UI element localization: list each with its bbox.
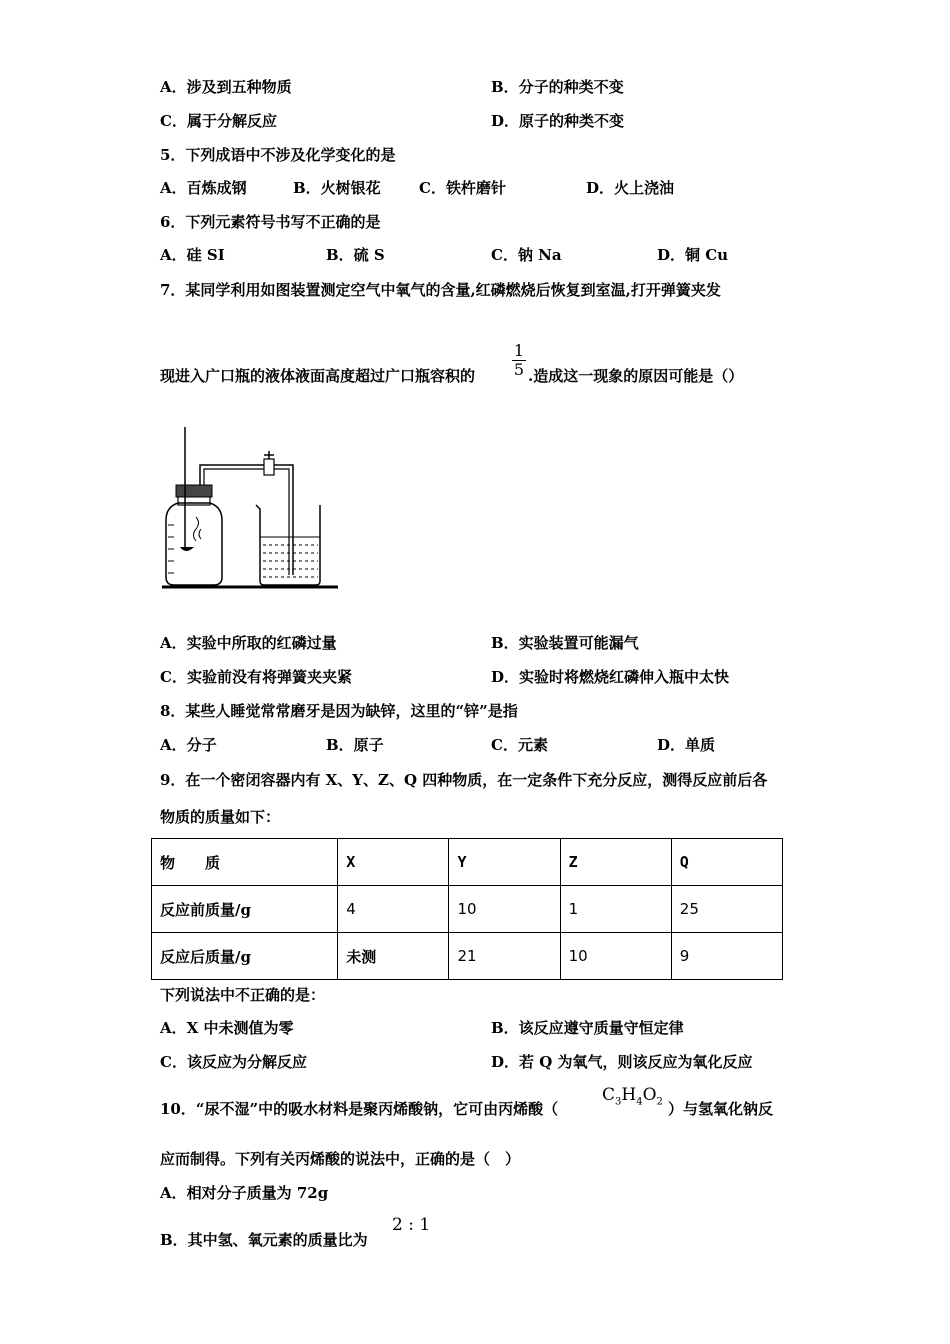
q7-stem-line1: 7．某同学利用如图装置测定空气中氧气的含量,红磷燃烧后恢复到室温,打开弹簧夹发 — [160, 281, 721, 299]
q6-option-d: D．铜 Cu — [657, 246, 729, 264]
q10-option-a: A．相对分子质量为 72g — [160, 1184, 329, 1202]
q7-option-a: A．实验中所取的红磷过量 — [160, 634, 337, 652]
table-header-cell: Y — [449, 839, 560, 886]
q9-after-table: 下列说法中不正确的是： — [160, 986, 326, 1004]
q5-option-a: A．百炼成钢 — [160, 179, 247, 197]
q9-option-d: D．若 Q 为氧气，则该反应为氧化反应 — [491, 1053, 753, 1071]
q9-stem-line1: 9．在一个密闭容器内有 X、Y、Z、Q 四种物质，在一定条件下充分反应，测得反应前后各 — [160, 771, 768, 789]
table-row — [152, 839, 783, 886]
table-row — [152, 886, 783, 933]
q9-option-c: C．该反应为分解反应 — [160, 1053, 307, 1071]
q4-option-a: A．涉及到五种物质 — [160, 78, 292, 96]
q9-option-b: B．该反应遵守质量守恒定律 — [491, 1019, 684, 1037]
q9-option-a: A．X 中未测值为零 — [160, 1019, 294, 1037]
q8-stem: 8．某些人睡觉常常磨牙是因为缺锌，这里的“锌”是指 — [160, 702, 518, 720]
table-header-cell: X — [338, 839, 449, 886]
q6-option-c: C．钠 Na — [491, 246, 562, 264]
q7-option-b: B．实验装置可能漏气 — [491, 634, 639, 652]
q10-stem-line1b: ）与氢氧化钠反 — [668, 1100, 774, 1118]
q10-option-b: B．其中氢、氧元素的质量比为 — [160, 1231, 368, 1249]
q4-option-b: B．分子的种类不变 — [491, 78, 624, 96]
q5-stem: 5．下列成语中不涉及化学变化的是 — [160, 146, 396, 164]
q5-option-d: D．火上浇油 — [586, 179, 675, 197]
table-cell: 10 — [560, 933, 671, 980]
q7-fraction-numerator: 1 — [513, 341, 525, 360]
q8-option-d: D．单质 — [657, 736, 716, 754]
q4-option-c: C．属于分解反应 — [160, 112, 277, 130]
formula-c: C — [602, 1085, 616, 1105]
formula-h: H — [621, 1085, 637, 1105]
q10-stem-line2: 应而制得。下列有关丙烯酸的说法中，正确的是（ ） — [160, 1150, 521, 1168]
q10-stem-line1a: 10．“尿不湿”中的吸水材料是聚丙烯酸钠，它可由丙烯酸（ — [160, 1100, 559, 1118]
table-cell: 9 — [671, 933, 782, 980]
table-header-cell: Q — [671, 839, 782, 886]
q9-stem-line2: 物质的质量如下： — [160, 808, 281, 826]
q7-option-c: C．实验前没有将弹簧夹夹紧 — [160, 668, 352, 686]
q10-ratio: 2 : 1 — [392, 1215, 431, 1235]
acrylic-acid-formula — [602, 1085, 663, 1107]
q7-stem-line2a: 现进入广口瓶的液体液面高度超过广口瓶容积的 — [160, 367, 476, 385]
q7-fraction-denominator: 5 — [513, 360, 525, 379]
formula-c-sub: 3 — [615, 1096, 622, 1108]
table-cell: 10 — [449, 886, 560, 933]
q5-option-b: B．火树银花 — [293, 179, 381, 197]
table-cell: 25 — [671, 886, 782, 933]
formula-o: O — [642, 1085, 657, 1105]
q4-option-d: D．原子的种类不变 — [491, 112, 625, 130]
table-cell: 4 — [338, 886, 449, 933]
q7-stem-line2b: .造成这一现象的原因可能是（） — [528, 367, 744, 385]
q8-option-b: B．原子 — [326, 736, 384, 754]
formula-h-sub: 4 — [636, 1096, 643, 1108]
table-cell: 未测 — [338, 933, 449, 980]
table-cell: 反应前质量/g — [152, 886, 338, 933]
q5-option-c: C．铁杵磨针 — [419, 179, 506, 197]
apparatus-figure — [160, 425, 340, 595]
table-header-cell: 物 质 — [152, 839, 338, 886]
formula-o-sub: 2 — [656, 1096, 663, 1108]
table-cell: 反应后质量/g — [152, 933, 338, 980]
q8-option-c: C．元素 — [491, 736, 548, 754]
q6-stem: 6．下列元素符号书写不正确的是 — [160, 213, 381, 231]
table-row — [152, 933, 783, 980]
q6-option-a: A．硅 SI — [160, 246, 225, 264]
q9-mass-table — [151, 838, 783, 980]
table-cell: 21 — [449, 933, 560, 980]
table-cell: 1 — [560, 886, 671, 933]
q7-fraction — [512, 342, 526, 379]
q7-option-d: D．实验时将燃烧红磷伸入瓶中太快 — [491, 668, 730, 686]
table-header-cell: Z — [560, 839, 671, 886]
q8-option-a: A．分子 — [160, 736, 217, 754]
q6-option-b: B．硫 S — [326, 246, 385, 264]
